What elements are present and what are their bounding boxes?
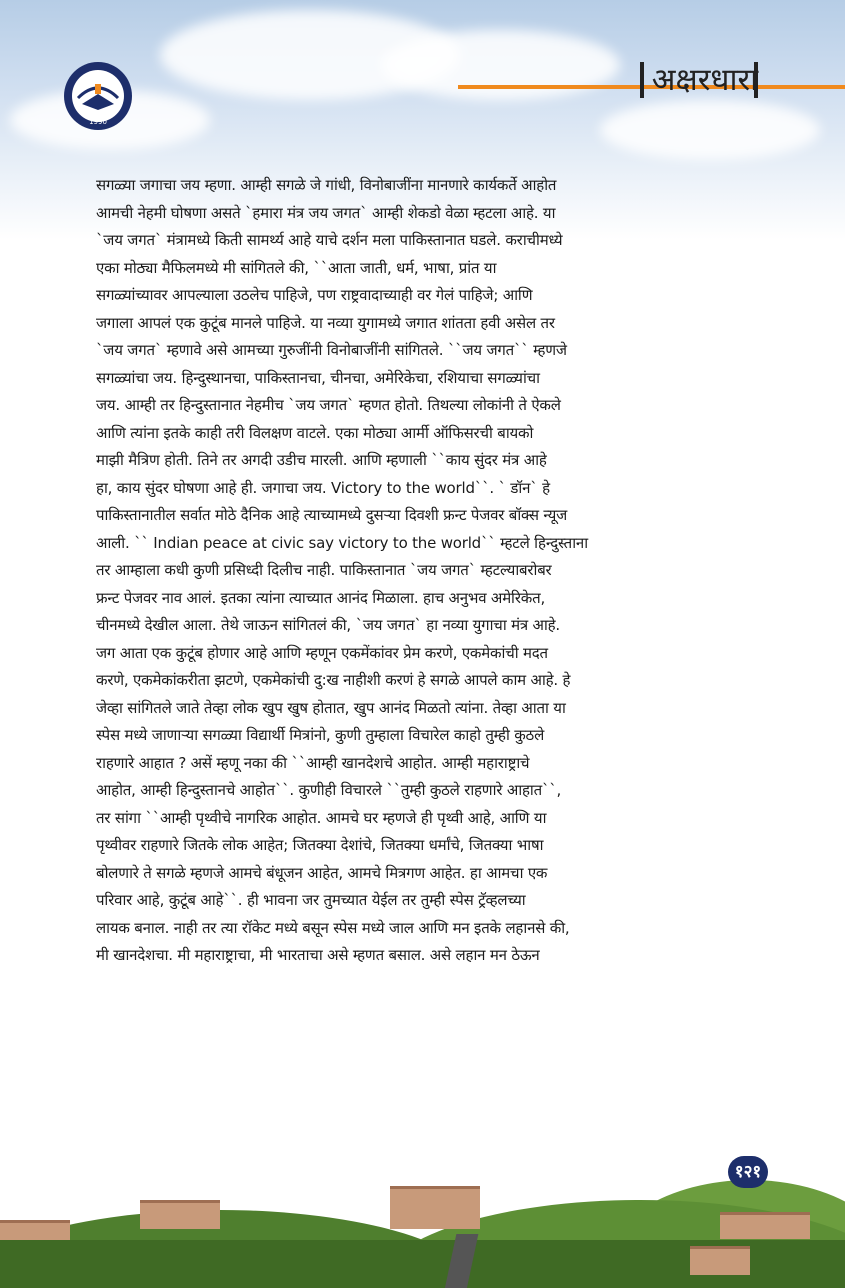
text-line: सगळ्यांच्यावर आपल्याला उठलेच पाहिजे, पण राष्ट्रवादाच्याही वर गेलं पाहिजे; आणि <box>96 286 533 304</box>
building <box>690 1246 750 1275</box>
text-line: फ्रन्ट पेजवर नाव आलं. इतका त्यांना त्याच्यात आनंद मिळाला. हाच अनुभव अमेरिकेत, <box>96 588 546 607</box>
page-number-badge: १२१ <box>728 1156 768 1188</box>
text-line: सगळ्या जगाचा जय म्हणा. आम्ही सगळे जे गांधी, विनोबाजींना मानणारे कार्यकर्ते आहोत <box>96 176 557 194</box>
text-line: तर सांगा ``आम्ही पृथ्वीचे नागरिक आहोत. आमचे घर म्हणजे ही पृथ्वी आहे, आणि या <box>96 808 547 827</box>
text-line: आमची नेहमी घोषणा असते `हमारा मंत्र जय जगत` आम्ही शेकडो वेळा म्हटला आहे. या <box>96 203 556 222</box>
text-line: परिवार आहे, कुटूंब आहे``. ही भावना जर तुमच्यात येईल तर तुम्ही स्पेस ट्रॅव्हलच्या <box>96 891 526 909</box>
text-line: लायक बनाल. नाही तर त्या रॉकेट मध्ये बसून स्पेस मध्ये जाल आणि मन इतके लहानसे की, <box>96 918 570 937</box>
text-line: बोलणारे ते सगळे म्हणजे आमचे बंधूजन आहेत, आमचे मित्रगण आहेत. हा आमचा एक <box>96 863 548 882</box>
text-line: जेव्हा सांगितले जाते तेव्हा लोक खुप खुष होतात, खुप आनंद मिळतो त्यांना. तेव्हा आता या <box>96 698 566 717</box>
cloud <box>380 30 620 100</box>
campus-landscape-image <box>0 1170 845 1288</box>
text-line: स्पेस मध्ये जाणाऱ्या सगळ्या विद्यार्थी मित्रांनो, कुणी तुम्हाला विचारेल काहो तुम्ही कुठले <box>96 726 545 744</box>
text-line: तर आम्हाला कधी कुणी प्रसिध्दी दिलीच नाही. पाकिस्तानात `जय जगत` म्हटल्याबरोबर <box>96 561 552 579</box>
building <box>390 1186 480 1229</box>
text-line: हा, काय सुंदर घोषणा आहे ही. जगाचा जय. Victory to the world``. ` डॉन` हे <box>96 478 550 497</box>
building <box>720 1212 810 1239</box>
text-line: सगळ्यांचा जय. हिन्दुस्थानचा, पाकिस्तानचा, चीनचा, अमेरिकेचा, रशियाचा सगळ्यांचा <box>96 368 540 387</box>
text-line <box>96 970 749 998</box>
text-line: पृथ्वीवर राहणारे जितके लोक आहेत; जितक्या देशांचे, जितक्या धर्मांचे, जितक्या भाषा <box>96 836 544 854</box>
text-line: आहोत, आम्ही हिन्दुस्तानचे आहोत``. कुणीही विचारले ``तुम्ही कुठले राहणारे आहात``, <box>96 781 562 799</box>
text-line: पाकिस्तानातील सर्वात मोठे दैनिक आहे त्याच्यामध्ये दुसऱ्या दिवशी फ्रन्ट पेजवर बॉक्स न्यूज <box>96 506 568 524</box>
text-line: एका मोठ्या मैफिलमध्ये मी सांगितले की, ``आता जाती, धर्म, भाषा, प्रांत या <box>96 258 497 277</box>
text-line: राहणारे आहात ? असें म्हणू नका की ``आम्ही खानदेशचे आहोत. आम्ही महाराष्ट्राचे <box>96 753 530 772</box>
text-line: मी खानदेशचा. मी महाराष्ट्राचा, मी भारताचा असे म्हणत बसाल. असे लहान मन ठेऊन <box>96 946 540 964</box>
text-line: चीनमध्ये देखील आला. तेथे जाऊन सांगितलं की, `जय जगत` हा नव्या युगाचा मंत्र आहे. <box>96 616 560 634</box>
text-line: आणि त्यांना इतके काही तरी विलक्षण वाटले. एका मोठ्या आर्मी ऑफिसरची बायको <box>96 423 534 442</box>
building <box>140 1200 220 1229</box>
body-text <box>96 172 749 997</box>
text-line: माझी मैत्रिण होती. तिने तर अगदी उडीच मारली. आणि म्हणाली ``काय सुंदर मंत्र आहे <box>96 451 547 469</box>
university-emblem-icon <box>62 60 134 132</box>
running-title: अक्षरधारा <box>651 62 759 98</box>
text-line: `जय जगत` म्हणावे असे आमच्या गुरुजींनी विनोबाजींनी सांगितले. ``जय जगत`` म्हणजे <box>96 341 567 359</box>
text-line: जय. आम्ही तर हिन्दुस्तानात नेहमीच `जय जगत` म्हणत होतो. तिथल्या लोकांनी ते ऐकले <box>96 396 561 414</box>
logo-year: 1990 <box>89 118 107 126</box>
text-line: जग आता एक कुटूंब होणार आहे आणि म्हणून एकमेंकांवर प्रेम करणे, एकमेकांची मदत <box>96 643 548 662</box>
text-line: आली. `` Indian peace at civic say victory to the world`` म्हटले हिन्दुस्ताना <box>96 533 588 552</box>
text-line: करणे, एकमेकांकरीता झटणे, एकमेकांची दु:ख नाहीशी करणं हे सगळे आपले काम आहे. हे <box>96 671 571 689</box>
cloud <box>600 100 820 160</box>
text-line: जगाला आपलं एक कुटूंब मानले पाहिजे. या नव्या युगामध्ये जगात शांतता हवी असेल तर <box>96 313 555 332</box>
text-line: `जय जगत` मंत्रामध्ये किती सामर्थ्य आहे याचे दर्शन मला पाकिस्तानात घडले. कराचीमध्ये <box>96 231 563 249</box>
